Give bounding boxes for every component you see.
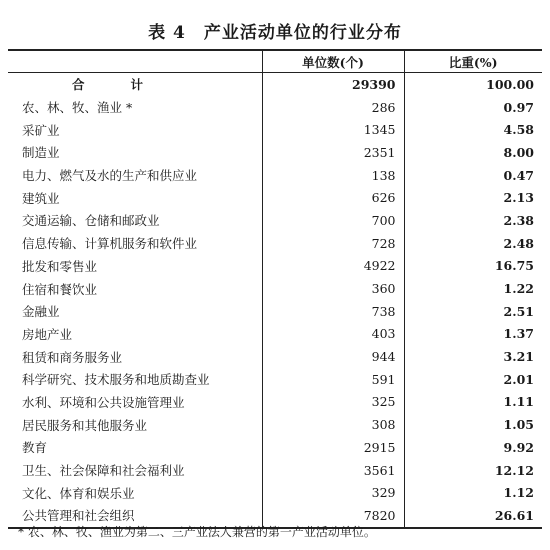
table-number: 表 4 bbox=[148, 23, 186, 43]
industry-name: 租赁和商务服务业 bbox=[22, 349, 123, 365]
table-title bbox=[0, 18, 550, 43]
industry-name: 建筑业 bbox=[22, 190, 60, 206]
industry-name: 电力、燃气及水的生产和供应业 bbox=[22, 168, 198, 184]
unit-count: 700 bbox=[262, 209, 404, 232]
table-row bbox=[8, 255, 542, 278]
table-row bbox=[8, 368, 542, 391]
industry-name: 科学研究、技术服务和地质勘查业 bbox=[22, 372, 210, 388]
proportion: 8.00 bbox=[404, 141, 542, 164]
proportion: 0.97 bbox=[404, 96, 542, 119]
unit-count: 403 bbox=[262, 323, 404, 346]
proportion: 12.12 bbox=[404, 459, 542, 482]
table-row bbox=[8, 141, 542, 164]
unit-count: 325 bbox=[262, 391, 404, 414]
unit-count: 944 bbox=[262, 345, 404, 368]
total-label-b: 计 bbox=[130, 77, 144, 93]
industry-name: 批发和零售业 bbox=[22, 258, 98, 274]
table-row bbox=[8, 300, 542, 323]
unit-count: 308 bbox=[262, 413, 404, 436]
unit-count: 2915 bbox=[262, 436, 404, 459]
unit-count: 138 bbox=[262, 164, 404, 187]
table-row bbox=[8, 481, 542, 504]
industry-name: 房地产业 bbox=[22, 326, 73, 342]
proportion: 9.92 bbox=[404, 436, 542, 459]
proportion: 16.75 bbox=[404, 255, 542, 278]
table-row bbox=[8, 391, 542, 414]
industry-name: 交通运输、仓储和邮政业 bbox=[22, 213, 160, 229]
industry-name: 信息传输、计算机服务和软件业 bbox=[22, 236, 198, 252]
unit-count: 591 bbox=[262, 368, 404, 391]
total-label bbox=[8, 73, 262, 96]
table-row bbox=[8, 413, 542, 436]
table-row bbox=[8, 459, 542, 482]
total-row bbox=[8, 73, 542, 96]
proportion: 3.21 bbox=[404, 345, 542, 368]
industry-name: 教育 bbox=[22, 440, 48, 456]
unit-count: 3561 bbox=[262, 459, 404, 482]
unit-count: 2351 bbox=[262, 141, 404, 164]
total-count: 29390 bbox=[262, 73, 404, 96]
proportion: 2.48 bbox=[404, 232, 542, 255]
unit-count: 329 bbox=[262, 481, 404, 504]
table-row bbox=[8, 436, 542, 459]
industry-name: 农、林、牧、渔业 * bbox=[22, 100, 133, 116]
table-row bbox=[8, 186, 542, 209]
proportion: 2.51 bbox=[404, 300, 542, 323]
table-body bbox=[8, 73, 542, 528]
industry-name: 制造业 bbox=[22, 145, 60, 161]
industry-name: 住宿和餐饮业 bbox=[22, 281, 98, 297]
industry-name: 文化、体育和娱乐业 bbox=[22, 485, 135, 501]
table-row bbox=[8, 323, 542, 346]
unit-count: 1345 bbox=[262, 118, 404, 141]
proportion: 1.22 bbox=[404, 277, 542, 300]
table-row bbox=[8, 232, 542, 255]
industry-name: 采矿业 bbox=[22, 122, 60, 138]
proportion: 2.38 bbox=[404, 209, 542, 232]
proportion: 4.58 bbox=[404, 118, 542, 141]
industry-name: 居民服务和其他服务业 bbox=[22, 417, 148, 433]
unit-count: 738 bbox=[262, 300, 404, 323]
proportion: 2.01 bbox=[404, 368, 542, 391]
table-row bbox=[8, 345, 542, 368]
unit-count: 286 bbox=[262, 96, 404, 119]
unit-count: 728 bbox=[262, 232, 404, 255]
industry-name: 公共管理和社会组织 bbox=[8, 504, 262, 528]
proportion: 2.13 bbox=[404, 186, 542, 209]
proportion: 1.37 bbox=[404, 323, 542, 346]
unit-count: 4922 bbox=[262, 255, 404, 278]
table-row bbox=[8, 277, 542, 300]
industry-distribution-table bbox=[8, 49, 542, 529]
table-header-row bbox=[8, 50, 542, 73]
unit-count: 360 bbox=[262, 277, 404, 300]
proportion: 1.12 bbox=[404, 481, 542, 504]
unit-count: 626 bbox=[262, 186, 404, 209]
industry-name: 卫生、社会保障和社会福利业 bbox=[22, 463, 185, 479]
unit-count: 7820 bbox=[262, 504, 404, 528]
header-industry bbox=[8, 50, 262, 73]
industry-name: 金融业 bbox=[22, 304, 60, 320]
header-unit-count: 单位数(个) bbox=[262, 50, 404, 73]
proportion: 1.05 bbox=[404, 413, 542, 436]
table-title-text: 产业活动单位的行业分布 bbox=[203, 23, 402, 43]
proportion: 26.61 bbox=[404, 504, 542, 528]
header-proportion: 比重(%) bbox=[404, 50, 542, 73]
industry-name: 水利、环境和公共设施管理业 bbox=[22, 394, 185, 410]
table-row bbox=[8, 96, 542, 119]
table-row bbox=[8, 209, 542, 232]
proportion: 1.11 bbox=[404, 391, 542, 414]
proportion: 0.47 bbox=[404, 164, 542, 187]
total-label-a: 合 bbox=[72, 77, 85, 93]
total-pct: 100.00 bbox=[404, 73, 542, 96]
footnote: * 农、林、牧、渔业为第二、三产业法人兼营的第一产业活动单位。 bbox=[18, 525, 376, 539]
table-row bbox=[8, 118, 542, 141]
table-row bbox=[8, 164, 542, 187]
